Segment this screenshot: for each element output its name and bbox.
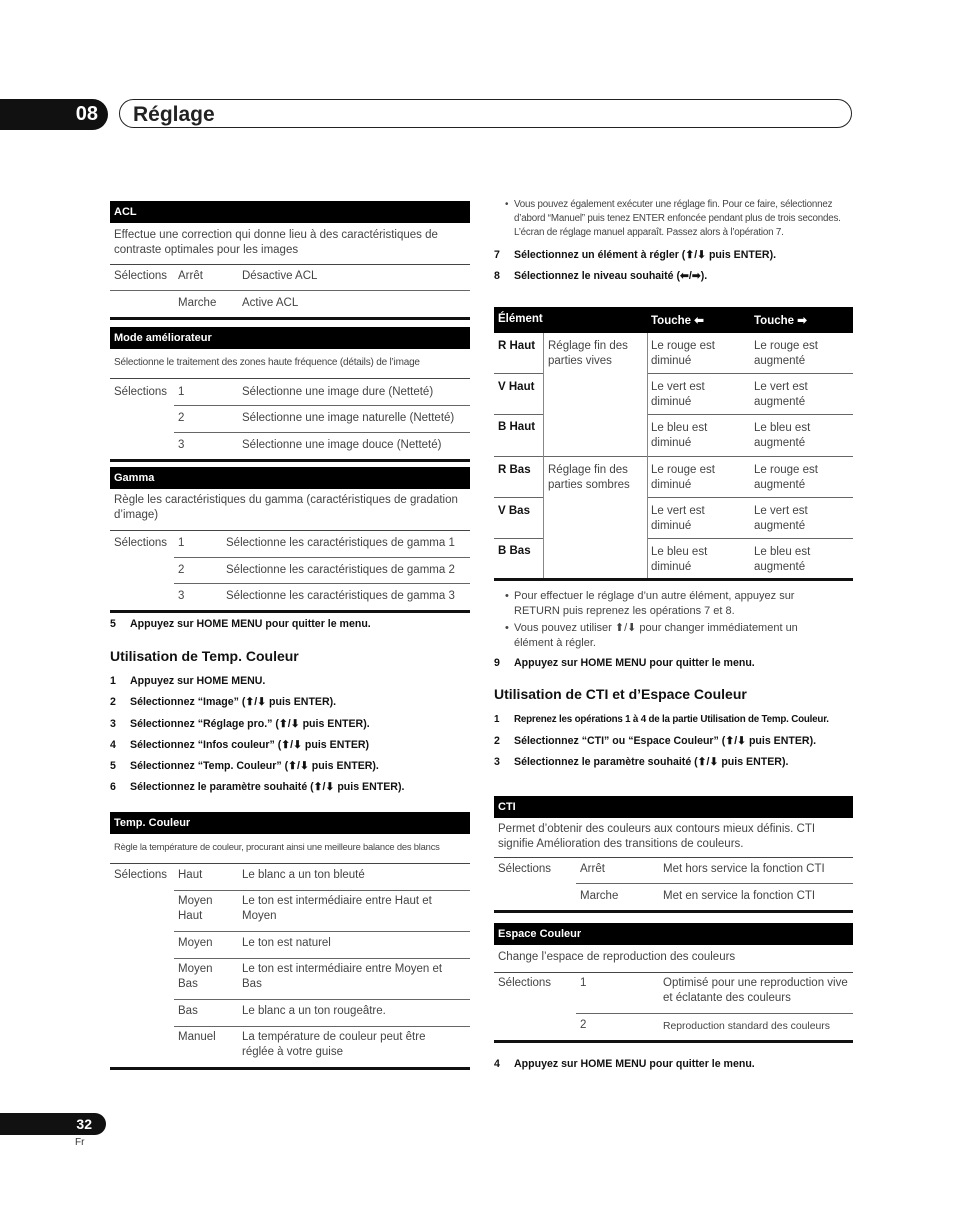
- option-text: Le ton est intermédiaire entre Moyen et Bas: [242, 963, 443, 990]
- selections-label: Sélections: [114, 869, 168, 881]
- option-label: Moyen: [178, 937, 213, 949]
- option-label: Moyen Haut: [178, 895, 213, 922]
- step: 7 Sélectionnez un élément à régler (⬆/⬇ puis ENTER).: [494, 249, 777, 261]
- option-text: Met hors service la fonction CTI: [663, 863, 825, 875]
- option-text: Sélectionne une image naturelle (Netteté): [242, 412, 455, 424]
- option-label: 3: [178, 439, 185, 451]
- table-row: R Bas Réglage fin des parties sombres Le rouge est diminué Le rouge est augmenté: [494, 457, 853, 498]
- espace-desc: Change l’espace de reproduction des couleurs: [494, 945, 853, 973]
- table-row: [110, 932, 470, 959]
- option-text: La température de couleur peut être réglée à votre guise: [242, 1031, 426, 1058]
- table-row: [110, 265, 470, 291]
- gamma-table: [110, 467, 470, 613]
- option-text: Met en service la fonction CTI: [663, 890, 816, 902]
- step: 2 Sélectionnez “Image” (⬆/⬇ puis ENTER).: [110, 696, 337, 708]
- note-bullet: • Pour effectuer le réglage d’un autre élément, appuyez sur RETURN puis reprenez les opérations 7 et 8.: [505, 590, 795, 617]
- header-key-right: Touche ➡: [754, 315, 807, 327]
- table-row: [110, 433, 470, 459]
- table-row: [110, 379, 470, 406]
- selections-label: Sélections: [114, 537, 168, 549]
- table-row: [110, 1027, 470, 1067]
- acl-table: [110, 201, 470, 320]
- option-text: Le blanc a un ton bleuté: [242, 869, 365, 881]
- table-row: V Bas Le vert est diminué Le vert est augmenté: [494, 498, 853, 539]
- mode-desc: Sélectionne le traitement des zones haute fréquence (détails) de l’image: [110, 349, 470, 379]
- step: 2 Sélectionnez “CTI” ou “Espace Couleur” (⬆/⬇ puis ENTER).: [494, 735, 817, 747]
- header-element: Élément: [498, 313, 543, 325]
- option-text: Sélectionne les caractéristiques de gamma 1: [226, 537, 455, 549]
- option-text: Le blanc a un ton rougeâtre.: [242, 1005, 386, 1017]
- step: 5 Sélectionnez “Temp. Couleur” (⬆/⬇ puis ENTER).: [110, 760, 379, 772]
- step: 3 Sélectionnez le paramètre souhaité (⬆/⬇ puis ENTER).: [494, 756, 789, 768]
- chapter-title: Réglage: [119, 99, 852, 128]
- table-row: [110, 584, 470, 610]
- option-label: 2: [580, 1019, 587, 1031]
- step: 6 Sélectionnez le paramètre souhaité (⬆/⬇ puis ENTER).: [110, 781, 405, 793]
- table-row: [110, 406, 470, 433]
- section-heading: Utilisation de CTI et d’Espace Couleur: [494, 686, 747, 702]
- gamma-desc: Règle les caractéristiques du gamma (caractéristiques de gradation d’image): [110, 489, 470, 531]
- option-text: Active ACL: [242, 297, 299, 309]
- espace-title: Espace Couleur: [494, 923, 853, 945]
- table-row: [110, 959, 470, 1000]
- table-row: [494, 1014, 853, 1040]
- table-row: B Haut Le bleu est diminué Le bleu est augmenté: [494, 415, 853, 457]
- option-label: Marche: [580, 890, 619, 902]
- step: 1 Appuyez sur HOME MENU.: [110, 675, 266, 687]
- cti-desc: Permet d’obtenir des couleurs aux contours mieux définis. CTI signifie Amélioration des transitions de couleurs.: [494, 818, 853, 858]
- table-row: [110, 531, 470, 558]
- option-label: Arrêt: [580, 863, 605, 875]
- temp-title: Temp. Couleur: [110, 812, 470, 834]
- note-bullet: • Vous pouvez également exécuter une réglage fin. Pour ce faire, sélectionnez d’abord “Manuel” puis tenez ENTER enfoncée pendant plus de trois secondes. L’écran de réglage manuel apparaît. Passez alors à l’opération 7.: [505, 199, 841, 238]
- option-text: Sélectionne les caractéristiques de gamma 2: [226, 564, 455, 576]
- option-text: Le ton est intermédiaire entre Haut et Moyen: [242, 895, 432, 922]
- cti-table: [494, 796, 853, 913]
- selections-label: Sélections: [498, 863, 552, 875]
- table-row: [110, 864, 470, 891]
- element-table-header: [494, 307, 853, 333]
- temp-desc: Règle la température de couleur, procurant ainsi une meilleure balance des blancs: [110, 834, 470, 864]
- option-label: Arrêt: [178, 270, 203, 282]
- option-label: 2: [178, 564, 185, 576]
- chapter-number: 08: [0, 99, 108, 130]
- step: 8 Sélectionnez le niveau souhaité (⬅/➡).: [494, 270, 708, 282]
- group-label: Réglage fin des parties sombres: [548, 464, 630, 491]
- acl-desc: Effectue une correction qui donne lieu à des caractéristiques de contraste optimales pour les images: [110, 223, 470, 265]
- gamma-title: Gamma: [110, 467, 470, 489]
- option-text: Sélectionne une image dure (Netteté): [242, 386, 434, 398]
- table-row: V Haut Le vert est diminué Le vert est augmenté: [494, 374, 853, 415]
- option-label: 1: [580, 977, 587, 989]
- option-text: Le ton est naturel: [242, 937, 331, 949]
- temp-couleur-table: [110, 812, 470, 1070]
- selections-label: Sélections: [114, 386, 168, 398]
- note-bullet: • Vous pouvez utiliser ⬆/⬇ pour changer immédiatement un élément à régler.: [505, 622, 798, 649]
- step: 1 Reprenez les opérations 1 à 4 de la partie Utilisation de Temp. Couleur.: [494, 714, 829, 725]
- table-row: R Haut Réglage fin des parties vives Le rouge est diminué Le rouge est augmenté: [494, 333, 853, 374]
- table-row: [494, 973, 853, 1014]
- cti-title: CTI: [494, 796, 853, 818]
- page-number: 32: [0, 1113, 106, 1135]
- mode-title: Mode améliorateur: [110, 327, 470, 349]
- section-heading: Utilisation de Temp. Couleur: [110, 648, 299, 664]
- selections-label: Sélections: [498, 977, 552, 989]
- option-text: Reproduction standard des couleurs: [663, 1021, 830, 1032]
- espace-couleur-table: [494, 923, 853, 1043]
- step: 5 Appuyez sur HOME MENU pour quitter le menu.: [110, 618, 371, 630]
- option-label: Moyen Bas: [178, 963, 213, 990]
- step: 4 Appuyez sur HOME MENU pour quitter le menu.: [494, 1058, 755, 1070]
- option-text: Optimisé pour une reproduction vive et éclatante des couleurs: [663, 977, 848, 1004]
- option-label: Marche: [178, 297, 217, 309]
- language-code: Fr: [75, 1137, 85, 1148]
- option-text: Sélectionne une image douce (Netteté): [242, 439, 442, 451]
- step: 9 Appuyez sur HOME MENU pour quitter le menu.: [494, 657, 755, 669]
- option-label: Bas: [178, 1005, 198, 1017]
- option-label: Manuel: [178, 1031, 216, 1043]
- step: 4 Sélectionnez “Infos couleur” (⬆/⬇ puis ENTER): [110, 739, 370, 751]
- option-label: Haut: [178, 869, 203, 881]
- table-row: [110, 1000, 470, 1027]
- option-label: 1: [178, 537, 185, 549]
- header-key-left: Touche ⬅: [651, 315, 704, 327]
- option-text: Sélectionne les caractéristiques de gamma 3: [226, 590, 455, 602]
- mode-ameliorateur-table: [110, 327, 470, 462]
- table-row: [110, 891, 470, 932]
- table-row: B Bas Le bleu est diminué Le bleu est augmenté: [498, 545, 811, 573]
- table-row: [494, 858, 853, 884]
- option-label: 3: [178, 590, 185, 602]
- table-row: [494, 884, 853, 910]
- option-label: 1: [178, 386, 185, 398]
- option-text: Désactive ACL: [242, 270, 318, 282]
- option-label: 2: [178, 412, 185, 424]
- step: 3 Sélectionnez “Réglage pro.” (⬆/⬇ puis ENTER).: [110, 718, 370, 730]
- group-label: Réglage fin des parties vives: [548, 340, 628, 367]
- selections-label: Sélections: [114, 270, 168, 282]
- table-row: [110, 291, 470, 317]
- table-row: [110, 558, 470, 584]
- acl-title: ACL: [110, 201, 470, 223]
